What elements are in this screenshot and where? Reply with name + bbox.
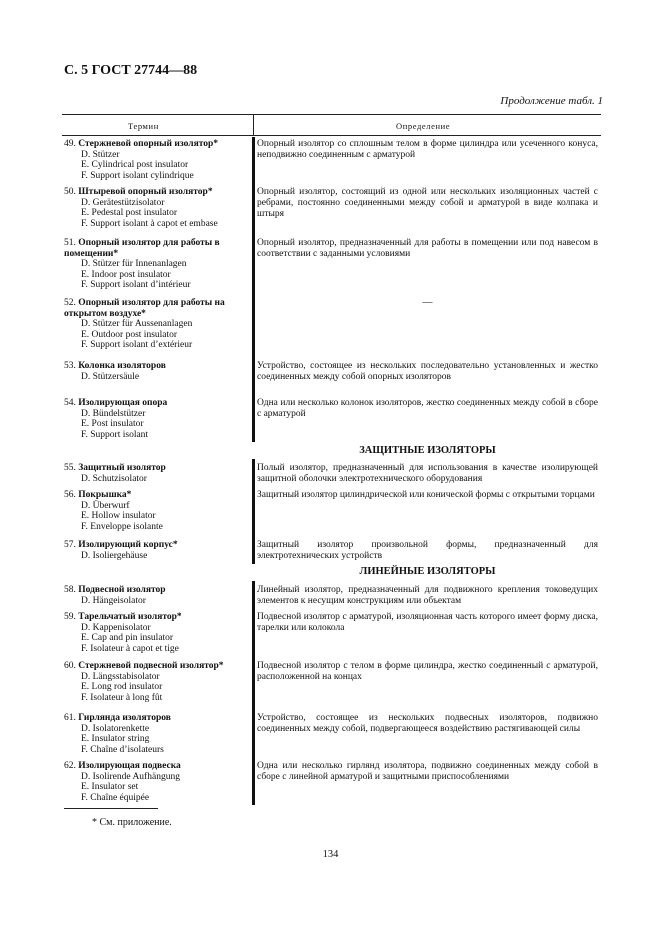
term-definition: — [422, 297, 433, 308]
term-definition: Защитный изолятор цилиндрической или конической формы с открытыми торцами [257, 490, 595, 500]
term-definition: Устройство, состоящее из нескольких последовательно установленных и жестко соединенных между собой опорных изоляторов [257, 361, 598, 382]
term-translation: E. Insulator set [81, 782, 139, 793]
term-entry [64, 238, 250, 291]
term-name: Изолирующая опора [78, 398, 168, 408]
section-heading: ЛИНЕЙНЫЕ ИЗОЛЯТОРЫ [359, 566, 496, 577]
term-translation: F. Support isolant d’extérieur [81, 340, 193, 351]
term-translation: F. Support isolant d’intérieur [81, 280, 191, 291]
term-name: Стержневой подвесной изолятор* [78, 661, 224, 671]
term-translation: F. Support isolant [81, 429, 149, 440]
page-number: 134 [322, 849, 339, 860]
term-translation: E. Cap and pin insulator [81, 633, 174, 644]
term-number: 50. [64, 187, 76, 197]
term-entry [64, 187, 250, 229]
term-translation: F. Isolateur à long fût [81, 692, 163, 703]
term-translation: D. Isolirende Aufhängung [81, 771, 180, 782]
header-bottom-rule [62, 135, 601, 136]
term-entry [64, 540, 250, 561]
term-translation: E. Long rod insulator [81, 682, 163, 693]
term-translation: D. Schutzisolator [81, 473, 147, 484]
term-name: Опорный изолятор для работы на открытом воздухе* [64, 298, 225, 319]
term-number: 55. [64, 463, 76, 473]
term-translation: D. Stützer für Aussenanlagen [81, 319, 193, 330]
term-translation: E. Pedestal post insulator [81, 208, 178, 219]
term-translation: F. Isolateur à capot et tige [81, 643, 179, 654]
term-translation: F. Enveloppe isolante [81, 521, 163, 532]
term-number: 52. [64, 298, 76, 308]
term-definition: Полый изолятор, предназначенный для использования в качестве изолирующей защитной оболочки электротехнического оборудования [257, 463, 598, 484]
term-entry [64, 585, 250, 606]
term-entry [64, 661, 250, 703]
term-translation: F. Chaîne d’isolateurs [81, 744, 164, 755]
term-number: 58. [64, 585, 76, 595]
term-translation: D. Überwurf [81, 500, 130, 511]
term-entry [64, 361, 250, 382]
term-definition: Линейный изолятор, предназначенный для подвижного крепления токоведущих элементов к несущим конструкциям или объектам [257, 585, 598, 606]
term-definition: Подвесной изолятор с телом в форме цилиндра, жестко соединенный с арматурой, расположенной на концах [257, 661, 598, 682]
term-definition: Одна или несколько колонок изоляторов, жестко соединенных между собой в сборе с арматурой [257, 398, 598, 419]
term-entry [64, 398, 250, 440]
term-number: 62. [64, 761, 76, 771]
term-entry [64, 463, 250, 484]
term-translation: E. Insulator string [81, 734, 150, 745]
term-definition: Опорный изолятор со сплошным телом в форме цилиндра или усеченного конуса, неподвижно соединенным с арматурой [257, 139, 598, 160]
term-translation: E. Hollow insulator [81, 511, 156, 522]
column-divider [252, 137, 255, 442]
term-number: 53. [64, 361, 76, 371]
term-translation: F. Support isolant cylindrique [81, 170, 194, 181]
term-definition: Подвесной изолятор с арматурой, изоляционная часть которого имеет форму диска, тарелки или колокола [257, 612, 598, 633]
term-translation: E. Cylindrical post insulator [81, 160, 189, 171]
term-name: Подвесной изолятор [78, 585, 166, 595]
section-heading: ЗАЩИТНЫЕ ИЗОЛЯТОРЫ [359, 445, 496, 456]
term-name: Стержневой опорный изолятор* [78, 139, 219, 149]
term-translation: F. Chaîne équipée [81, 792, 150, 803]
term-number: 61. [64, 713, 76, 723]
term-number: 56. [64, 490, 76, 500]
term-number: 59. [64, 612, 76, 622]
term-number: 60. [64, 661, 76, 671]
column-divider [252, 459, 255, 564]
term-translation: D. Bündelstützer [81, 408, 146, 419]
term-name: Опорный изолятор для работы в помещении* [64, 238, 220, 259]
term-name: Изолирующая подвеска [78, 761, 181, 771]
term-translation: D. Stützer [81, 149, 120, 160]
term-translation: D. Gerätestützisolator [81, 197, 165, 208]
term-entry [64, 612, 250, 654]
column-header-term: Термин [128, 121, 159, 131]
term-name: Гирлянда изоляторов [78, 713, 171, 723]
term-translation: D. Kappenisolator [81, 622, 151, 633]
table-continuation-label: Продолжение табл. 1 [500, 95, 603, 107]
term-translation: D. Längsstabisolator [81, 671, 160, 682]
term-translation: E. Indoor post insulator [81, 269, 171, 280]
term-entry [64, 761, 250, 803]
term-name: Колонка изоляторов [78, 361, 166, 371]
term-entry [64, 490, 250, 532]
term-entry [64, 713, 250, 755]
term-translation: F. Support isolant à capot et embase [81, 218, 218, 229]
term-entry [64, 298, 250, 351]
term-number: 49. [64, 139, 76, 149]
term-translation: D. Stützersäule [81, 371, 140, 382]
term-translation: E. Outdoor post insulator [81, 329, 178, 340]
term-name: Изолирующий корпус* [78, 540, 178, 550]
term-definition: Опорный изолятор, состоящий из одной или нескольких изоляционных частей с ребрами, постоянно соединенными между собой и арматурой в виде колпака и штыря [257, 187, 598, 219]
term-definition: Одна или несколько гирлянд изолятора, подвижно соединенных между собой в сборе с линейной арматурой и защитными приспособлениями [257, 761, 598, 782]
column-header-definition: Определение [396, 121, 451, 131]
term-entry [64, 139, 250, 181]
term-definition: Опорный изолятор, предназначенный для работы в помещении или под навесом в соответствии с заданными условиями [257, 238, 598, 259]
column-divider [252, 581, 255, 805]
term-name: Покрышка* [78, 490, 132, 500]
term-number: 51. [64, 238, 76, 248]
header-divider [253, 114, 254, 136]
table-top-rule [62, 114, 601, 115]
term-number: 57. [64, 540, 76, 550]
term-translation: D. Isolatorenkette [81, 723, 150, 734]
term-name: Защитный изолятор [78, 463, 166, 473]
term-name: Штыревой опорный изолятор* [78, 187, 213, 197]
term-name: Тарельчатый изолятор* [78, 612, 182, 622]
term-definition: Защитный изолятор произвольной формы, предназначенный для электротехнических устройств [257, 540, 598, 561]
term-translation: E. Post insulator [81, 419, 144, 430]
term-number: 54. [64, 398, 76, 408]
footnote: * См. приложение. [92, 817, 172, 828]
term-translation: D. Hängeisolator [81, 595, 146, 606]
footnote-rule [64, 808, 158, 809]
page-header: С. 5 ГОСТ 27744—88 [64, 63, 198, 78]
term-translation: D. Isoliergehäuse [81, 550, 148, 561]
term-translation: D. Stützer für Innenanlagen [81, 259, 187, 270]
term-definition: Устройство, состоящее из нескольких подвесных изоляторов, подвижно соединенных между собой, подвергающееся воздействию растягивающей силы [257, 713, 598, 734]
